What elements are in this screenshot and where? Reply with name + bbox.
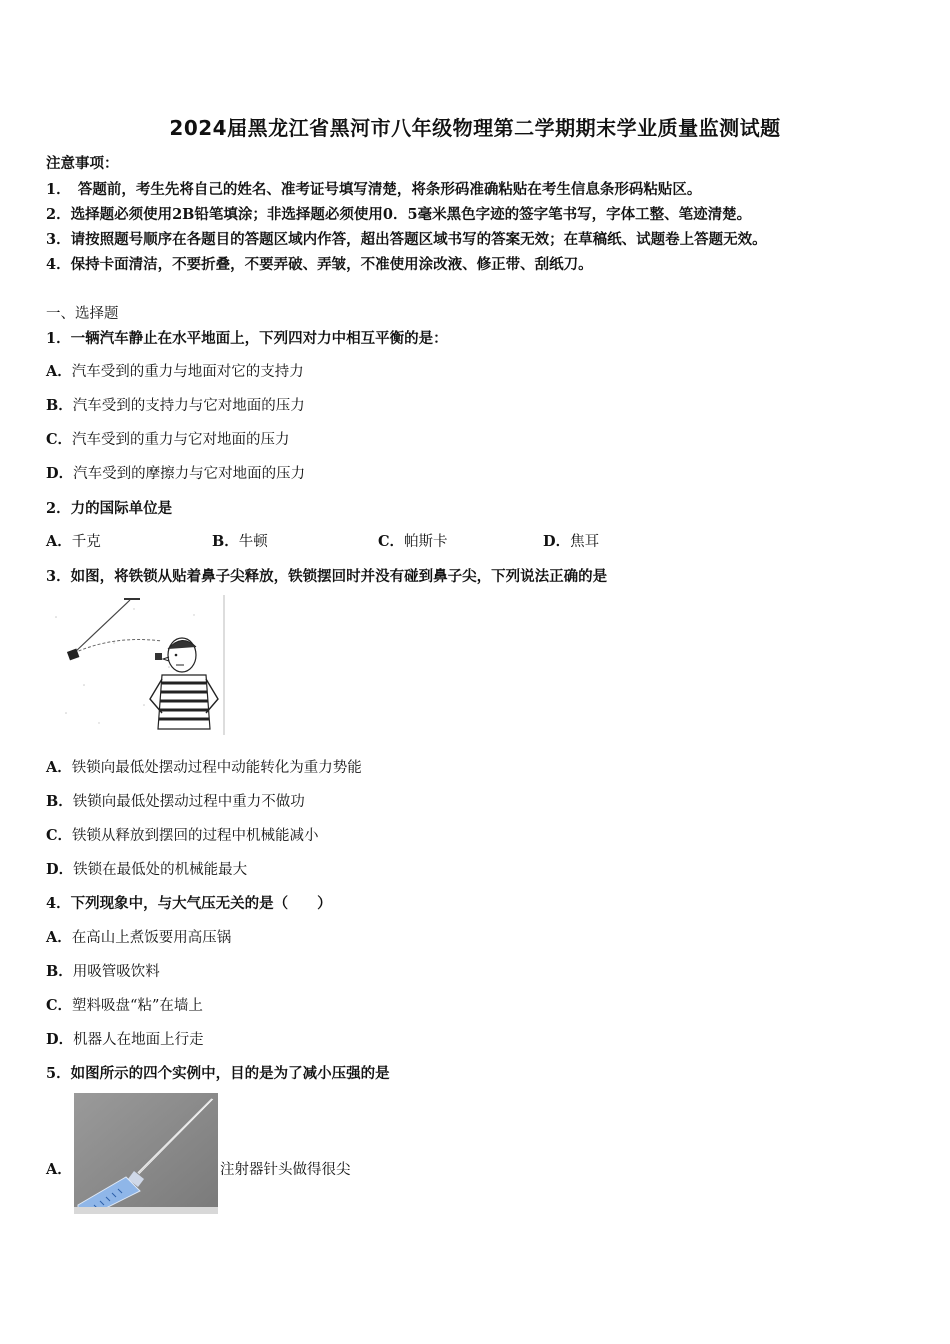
option-label: C． <box>46 997 73 1014</box>
pendulum-figure <box>44 595 234 735</box>
option-3d <box>46 858 247 879</box>
option-text: 汽车受到的重力与地面对它的支持力 <box>71 364 304 380</box>
option-label: B． <box>46 397 73 414</box>
option-text: 在高山上煮饭要用高压锅 <box>71 930 232 946</box>
option-1a <box>46 360 304 381</box>
option-3a <box>46 756 362 777</box>
option-label: B． <box>46 793 73 810</box>
option-2d: D．焦耳 <box>543 533 600 550</box>
option-text: 汽车受到的支持力与它对地面的压力 <box>72 398 305 414</box>
option-2a: A．千克 <box>46 533 101 550</box>
option-2b: B．牛顿 <box>212 533 268 550</box>
notice-item: 4．保持卡面清洁，不要折叠，不要弄破、弄皱，不准使用涂改液、修正带、刮纸刀。 <box>46 256 593 273</box>
option-text: 用吸管吸饮料 <box>72 964 160 980</box>
question-stem-3: 3．如图，将铁锁从贴着鼻子尖释放，铁锁摆回时并没有碰到鼻子尖，下列说法正确的是 <box>46 568 608 585</box>
option-text: 机器人在地面上行走 <box>73 1032 204 1048</box>
option-text: 汽车受到的摩擦力与它对地面的压力 <box>73 466 306 482</box>
option-label: C． <box>46 827 73 844</box>
option-5a-label: A． <box>46 1161 72 1178</box>
notice-item: 1． 答题前，考生先将自己的姓名、准考证号填写清楚，将条形码准确粘贴在考生信息条形码粘贴区。 <box>46 181 702 198</box>
section-heading: 一、选择题 <box>46 306 119 322</box>
notice-item: 2．选择题必须使用2B铅笔填涂；非选择题必须使用0．5毫米黑色字迹的签字笔书写，字体工整、笔迹清楚。 <box>46 206 752 223</box>
page-title: 2024届黑龙江省黑河市八年级物理第二学期期末学业质量监测试题 <box>169 116 781 140</box>
option-1d <box>46 462 305 483</box>
notice-heading: 注意事项： <box>46 155 119 172</box>
option-3c <box>46 824 319 845</box>
option-text: 铁锁向最低处摆动过程中重力不做功 <box>72 794 305 810</box>
option-text: 塑料吸盘“粘”在墙上 <box>72 998 203 1014</box>
option-label: D． <box>46 1031 74 1048</box>
question-stem-2: 2．力的国际单位是 <box>46 500 173 517</box>
option-4b <box>46 960 160 981</box>
option-4a <box>46 926 231 947</box>
question-stem-5: 5．如图所示的四个实例中，目的是为了减小压强的是 <box>46 1065 390 1082</box>
option-text: 铁锁在最低处的机械能最大 <box>73 862 248 878</box>
option-text: 汽车受到的重力与它对地面的压力 <box>72 432 290 448</box>
option-label: D． <box>46 861 74 878</box>
option-3b <box>46 790 305 811</box>
option-4d <box>46 1028 204 1049</box>
question-stem-4: 4．下列现象中，与大气压无关的是（ ） <box>46 895 332 912</box>
syringe-image <box>74 1093 218 1214</box>
option-text: 铁锁向最低处摆动过程中动能转化为重力势能 <box>71 760 362 776</box>
option-label: C． <box>46 431 73 448</box>
option-label: A． <box>46 363 72 380</box>
option-2c: C．帕斯卡 <box>378 533 448 550</box>
option-text: 铁锁从释放到摆回的过程中机械能减小 <box>72 828 319 844</box>
option-label: A． <box>46 929 72 946</box>
option-5a-text: 注射器针头做得很尖 <box>220 1162 351 1178</box>
question-stem-1: 1．一辆汽车静止在水平地面上，下列四对力中相互平衡的是： <box>46 330 448 347</box>
option-1b <box>46 394 305 415</box>
option-1c <box>46 428 290 449</box>
option-label: D． <box>46 465 74 482</box>
option-label: A． <box>46 759 72 776</box>
notice-item: 3．请按照题号顺序在各题目的答题区域内作答，超出答题区域书写的答案无效；在草稿纸、试题卷上答题无效。 <box>46 231 767 248</box>
option-4c <box>46 994 203 1015</box>
option-label: B． <box>46 963 73 980</box>
